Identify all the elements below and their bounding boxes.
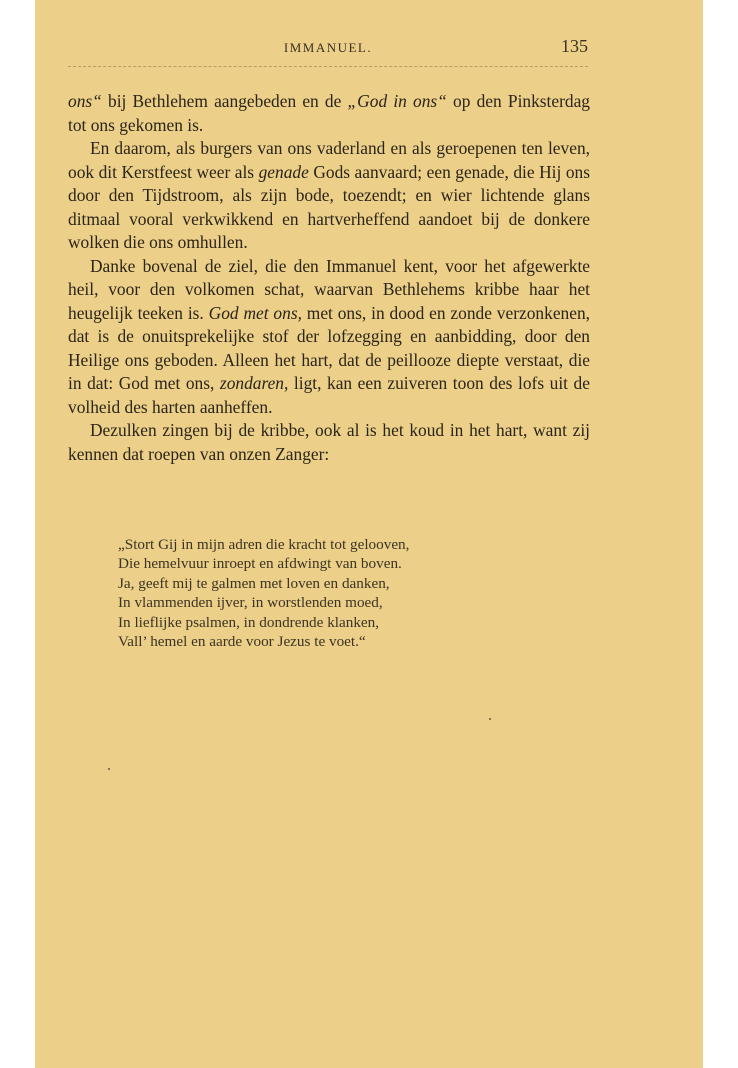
paragraph [68, 90, 590, 137]
text-run: Danke bovenal de ziel, die den Immanuel kent, voor het afgewerkte heil, voor den volkomen schat, waarvan Bethlehems kribbe haar het heugelijk teeken is. [68, 255, 590, 323]
text-run: op den Pinksterdag tot ons gekomen is. [68, 91, 591, 135]
poem-line: Die hemelvuur inroept en afdwingt van boven. [118, 555, 402, 573]
text-run: bij Bethlehem aangebeden en de [101, 91, 348, 111]
text-run: Dezulken zingen bij de kribbe, ook al is het koud in het hart, want zij kennen dat roepen van onzen Zanger: [68, 420, 590, 464]
poem-line: „Stort Gij in mijn adren die kracht tot gelooven, [118, 536, 410, 553]
italic-run: „God in ons“ [347, 91, 447, 111]
poem-quotation [118, 535, 578, 651]
poem-line: In vlammenden ijver, in worstlenden moed, [118, 594, 383, 612]
italic-run: ons“ [68, 91, 102, 111]
poem-line: In lieflijke psalmen, in dondrende klanken, [118, 613, 380, 631]
italic-run: genade [258, 161, 309, 182]
print-speck [489, 718, 491, 720]
text-run: Gods aanvaard; een genade, die Hij ons door den Tijdstroom, als zijn bode, toezendt; en wier lichtende glans ditmaal vooral verkwikkend en hartverheffend aandoet bij de donkere wolken die ons omhullen. [68, 161, 590, 252]
paragraph [68, 419, 590, 466]
body-text [68, 90, 590, 466]
paragraph [68, 255, 590, 420]
paragraph [68, 137, 590, 255]
italic-run: God met ons, [208, 302, 302, 323]
header-rule [68, 66, 588, 68]
poem-line: Ja, geeft mij te galmen met loven en danken, [118, 574, 390, 592]
italic-run: zondaren [219, 373, 285, 393]
poem-line: Vall’ hemel en aarde voor Jezus te voet.“ [118, 633, 366, 651]
text-run: En daarom, als burgers van ons vaderland en als geroepenen ten leven, ook dit Kerstfeest weer als [68, 138, 590, 182]
text-run: , ligt, kan een zuiveren toon des lofs uit de volheid des harten aanheffen. [68, 373, 590, 417]
running-title: IMMANUEL. [283, 40, 373, 55]
page-number: 135 [561, 36, 588, 56]
text-run: met ons, in dood en zonde verzonkenen, dat is de onuitsprekelijke stof der lofzegging en aanbidding, door den Heilige ons geboden. Alleen het hart, dat de peillooze diepte verstaat, die in dat: God met ons, [68, 302, 590, 393]
page-header [68, 36, 588, 58]
print-speck [108, 768, 110, 770]
